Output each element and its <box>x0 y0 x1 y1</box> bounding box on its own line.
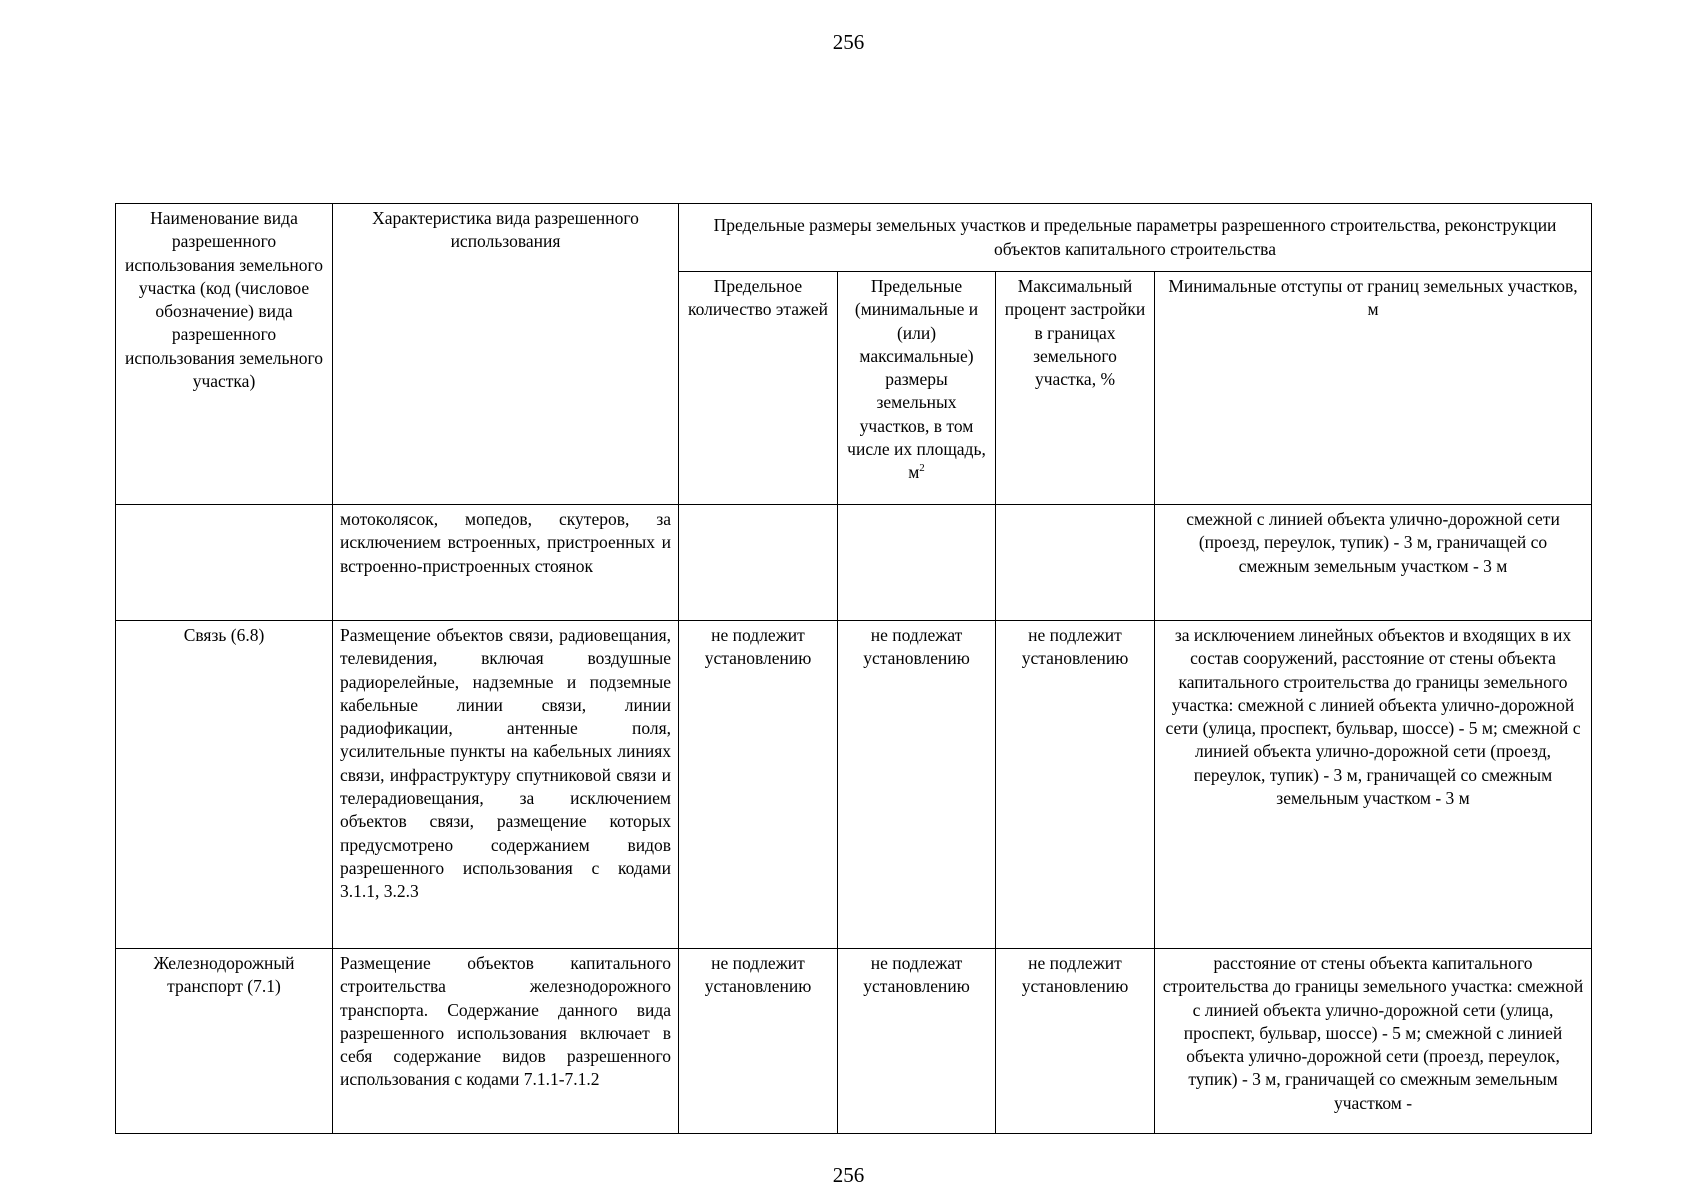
cell-setbacks: за исключением линейных объектов и входящих в их состав сооружений, расстояние от стены объекта капитального строительства до границы земельного участка: смежной с линией объекта улично-дорожной сети (улица, проспект, бульвар, шоссе) - 5 м; смежной с линией объекта улично-дорожной сети (проезд, переулок, тупик) - 3 м, граничащей со смежным земельным участком - 3 м <box>1155 621 1592 949</box>
cell-plot-size: не подлежат установлению <box>838 621 996 949</box>
cell-use-name: Железнодорожный транспорт (7.1) <box>116 949 333 1134</box>
header-limits-group: Предельные размеры земельных участков и предельные параметры разрешенного строительства, реконструкции объектов капитального строительства <box>679 204 1592 272</box>
header-plot-size-sup: 2 <box>919 462 925 475</box>
table-row <box>116 949 1592 1134</box>
page-number-bottom: 256 <box>832 1163 865 1187</box>
header-row-1 <box>116 204 1592 272</box>
header-max-floors: Предельное количество этажей <box>679 272 838 505</box>
land-use-regulations-table <box>115 203 1592 1134</box>
cell-description: Размещение объектов связи, радиовещания, телевидения, включая воздушные радиорелейные, надземные и подземные кабельные линии связи, линии радиофикации, антенные поля, усилительные пункты на кабельных линиях связи, инфраструктуру спутниковой связи и телерадиовещания, за исключением объектов связи, размещение которых предусмотрено содержанием видов разрешенного использования с кодами 3.1.1, 3.2.3 <box>333 621 679 949</box>
table-row <box>116 621 1592 949</box>
header-max-coverage: Максимальный процент застройки в границах земельного участка, % <box>996 272 1155 505</box>
table-row <box>116 505 1592 621</box>
header-min-setbacks: Минимальные отступы от границ земельных участков, м <box>1155 272 1592 505</box>
cell-floors: не подлежит установлению <box>679 621 838 949</box>
cell-use-name: Связь (6.8) <box>116 621 333 949</box>
cell-description: Размещение объектов капитального строительства железнодорожного транспорта. Содержание данного вида разрешенного использования включает в себя содержание видов разрешенного использования с кодами 7.1.1-7.1.2 <box>333 949 679 1134</box>
header-plot-size <box>838 272 996 505</box>
cell-use-name <box>116 505 333 621</box>
header-plot-size-text: Предельные (минимальные и (или) максимальные) размеры земельных участков, в том числе их площадь, м <box>847 276 986 483</box>
cell-description: мотоколясок, мопедов, скутеров, за исключением встроенных, пристроенных и встроенно-пристроенных стоянок <box>333 505 679 621</box>
header-use-description: Характеристика вида разрешенного использования <box>333 204 679 505</box>
cell-floors: не подлежит установлению <box>679 949 838 1134</box>
cell-setbacks: расстояние от стены объекта капитального строительства до границы земельного участка: смежной с линией объекта улично-дорожной сети (улица, проспект, бульвар, шоссе) - 5 м; смежной с линией объекта улично-дорожной сети (проезд, переулок, тупик) - 3 м, граничащей со смежным земельным участком - <box>1155 949 1592 1134</box>
cell-plot-size: не подлежат установлению <box>838 949 996 1134</box>
cell-plot-size <box>838 505 996 621</box>
cell-setbacks: смежной с линией объекта улично-дорожной сети (проезд, переулок, тупик) - 3 м, граничащей со смежным земельным участком - 3 м <box>1155 505 1592 621</box>
header-use-type-name: Наименование вида разрешенного использования земельного участка (код (числовое обозначение) вида разрешенного использования земельного участка) <box>116 204 333 505</box>
cell-coverage: не подлежит установлению <box>996 621 1155 949</box>
cell-coverage <box>996 505 1155 621</box>
cell-floors <box>679 505 838 621</box>
cell-coverage: не подлежит установлению <box>996 949 1155 1134</box>
page-number-top: 256 <box>832 30 865 54</box>
